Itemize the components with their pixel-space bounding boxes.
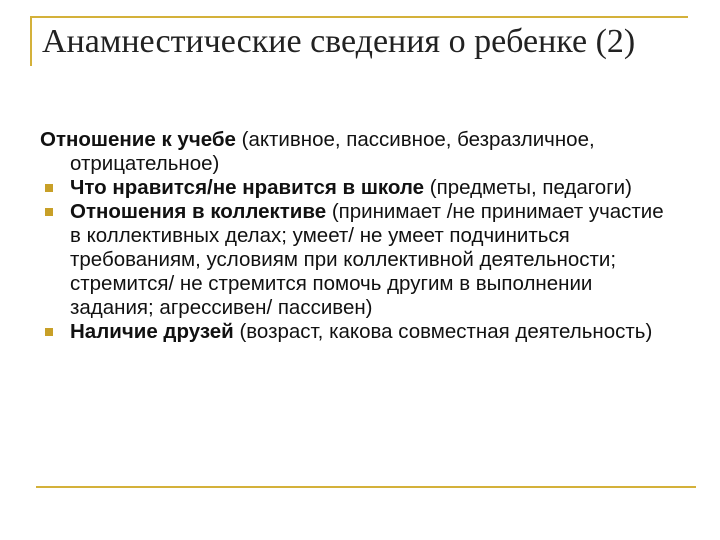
slide-title: Анамнестические сведения о ребенке (2) (42, 23, 636, 60)
footer-divider-line (36, 486, 696, 488)
square-bullet-icon (45, 328, 53, 336)
item-detail-text: (принимает /не принимает участие в коллективных делах; умеет/ не умеет подчиниться требованиям, условиям при коллективной деятельности; стремится/ не стремится помочь другим в выполнении задания; агрессивен/ пассивен) (70, 200, 664, 319)
list-item-collective-relations (40, 200, 680, 320)
title-frame-left-line (30, 16, 32, 66)
list-item-school-likes (40, 176, 680, 200)
intro-bold-text: Отношение к учебе (40, 128, 236, 151)
square-bullet-icon (45, 208, 53, 216)
intro-detail-text: (активное, пассивное, безразличное, отрицательное) (70, 128, 595, 175)
item-bold-text: Отношения в коллективе (70, 200, 327, 223)
item-bold-text: Наличие друзей (70, 320, 234, 343)
list-item-friends (40, 320, 680, 344)
title-frame-top-line (30, 16, 688, 18)
intro-paragraph (40, 128, 680, 176)
item-detail-text: (возраст, какова совместная деятельность) (233, 320, 653, 343)
square-bullet-icon (45, 184, 53, 192)
item-detail-text: (предметы, педагоги) (424, 176, 632, 199)
item-bold-text: Что нравится/не нравится в школе (70, 176, 425, 199)
slide-content (40, 128, 680, 344)
